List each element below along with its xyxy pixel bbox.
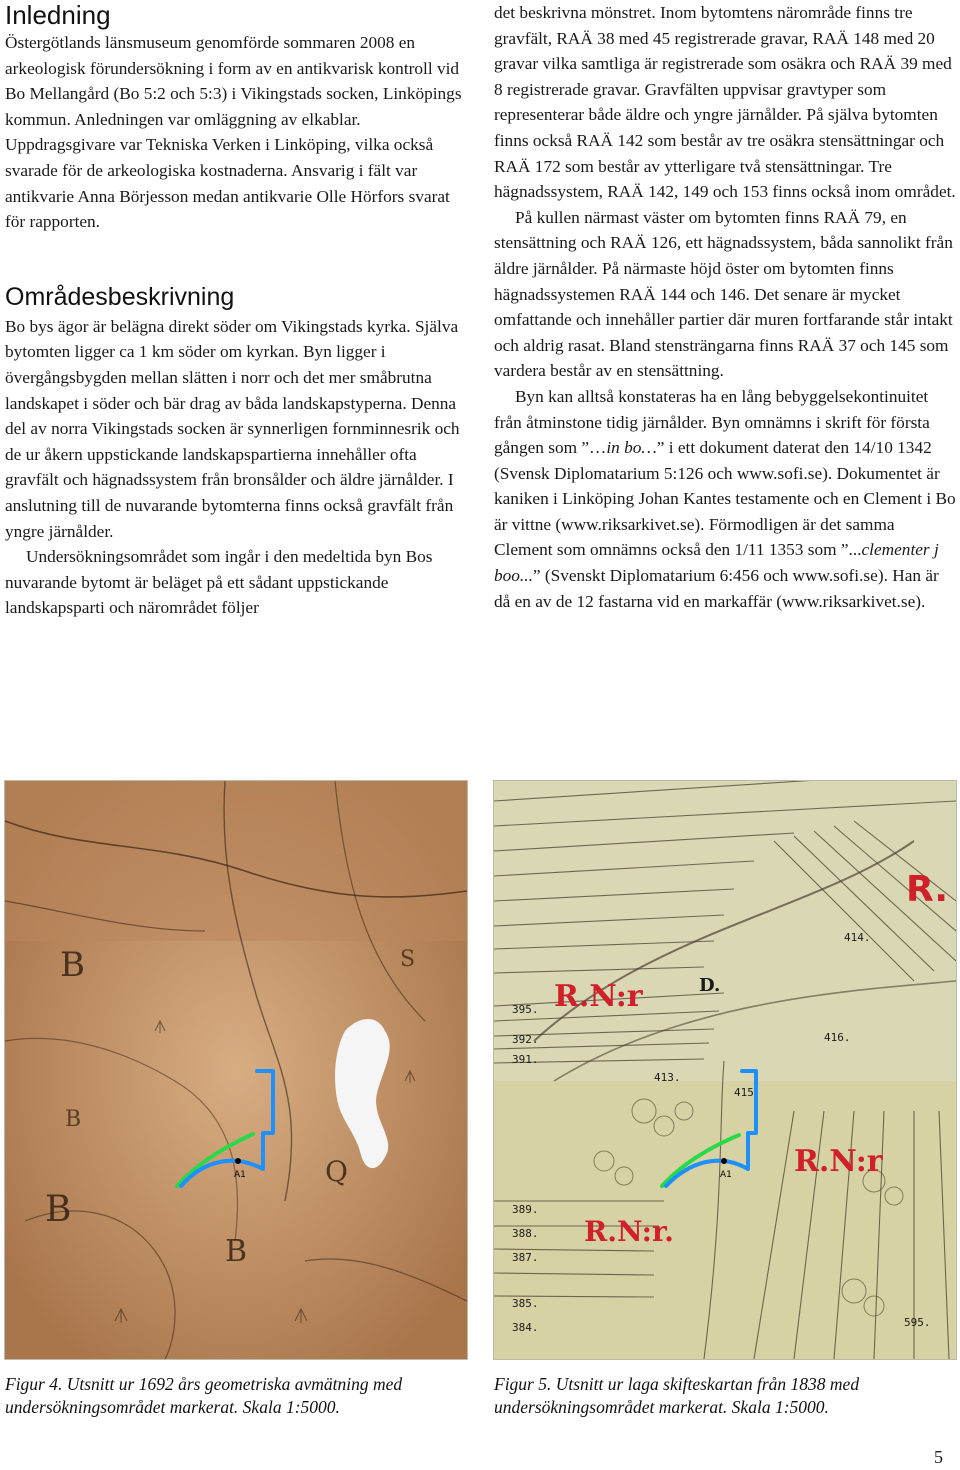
svg-text:B: B <box>225 1234 248 1269</box>
fig5-parcel-392: 392. <box>512 1033 539 1046</box>
heading-inledning: Inledning <box>5 0 111 30</box>
fig5-parcel-385: 385. <box>512 1297 539 1310</box>
fig5-parcel-414: 414. <box>844 931 871 944</box>
fig5-parcel-389: 389. <box>512 1203 539 1216</box>
fig5-parcel-388: 388. <box>512 1227 539 1240</box>
intro-paragraph: Östergötlands länsmuseum genomförde sommaren 2008 en arkeologisk förundersökning i form av en antikvarisk kontroll vid Bo Mellangård (Bo 5:2 och 5:3) i Vikingstads socken, Linköpings kommun. Anledningen var omläggning av elkablar. Uppdragsgivare var Tekniska Verken i Linköping, vilka också svarade för de arkeologiska kostnaderna. Ansvarig i fält var antikvarie Anna Börjesson medan antikvarie Olle Hörfors svarat för rapporten. <box>5 33 462 232</box>
fig5-label-d: D. <box>699 975 721 996</box>
right-paragraph-2: På kullen närmast väster om bytomten finns RAÄ 79, en stensättning och RAÄ 126, ett hägnadssystem, båda sannolikt från äldre järnålder. På närmaste höjd öster om bytomten finns hägnadssystemen RAÄ 144 och 146. Det senare är mycket omfattande och innehåller partier där muren fortfarande står intakt och aldrig rasat. Bland stensträngarna finns RAÄ 37 och 145 som vardera består av en stensättning. <box>494 207 953 381</box>
fig5-parcel-391: 391. <box>512 1053 539 1066</box>
paragraph-3-part-b: ” i ett dokument daterat den 14/10 1342 (Svensk Diplomatarium 5:126 och www.sofi.se). Dokumentet är kaniken i Linköping Johan Kantes testamente och en Clement i Bo är vittne (www.riksarkivet.se). Förmodligen är det samma Clement som omnämns också den 1/11 1353 som ”... <box>494 438 956 560</box>
fig5-label-rnr-right: R.N:r <box>794 1144 883 1179</box>
figure-5-map <box>493 780 957 1360</box>
fig5-parcel-384: 384. <box>512 1321 539 1334</box>
fig5-label-r-top: R. <box>906 869 949 910</box>
map-1838-image <box>494 781 956 1359</box>
area-paragraph-1: Bo bys ägor är belägna direkt söder om Vikingstads kyrka. Själva bytomten ligger ca 1 km söder om kyrkan. Byn ligger i övergångsbygden mellan slätten i norr och det mer småbrutna landskapet i söder och bär drag av båda landskapstyperna. Denna del av norra Vikingstads socken är synnerligen fornminnesrik och de ur åkern uppstickande landskapspartierna innehåller ofta gravfält och hägnadssystem från bronsålder och äldre järnålder. I anslutning till de nuvarande bytomterna finns också gravfält från yngre järnålder. <box>5 316 460 541</box>
paragraph-3-part-c: ” (Svenskt Diplomatarium 6:456 och www.sofi.se). Han är då en av de 12 fastarna vid en markaffär (www.riksarkivet.se). <box>494 566 939 611</box>
page-number: 5 <box>934 1447 943 1467</box>
figure-4-map <box>4 780 468 1360</box>
paragraph-3-part-a: Byn kan alltså konstateras ha en lång bebyggelsekontinuitet från åtminstone tidig järnålder. Byn omnämns i skrift för första gången som ”… <box>494 386 930 458</box>
fig5-parcel-416: 416. <box>824 1031 851 1044</box>
fig5-parcel-595: 595. <box>904 1316 931 1329</box>
left-column <box>5 0 465 621</box>
fig4-marker-label: A1 <box>234 1170 246 1180</box>
heading-omradesbeskrivning: Områdesbeskrivning <box>5 282 235 311</box>
figure-5-caption: Figur 5. Utsnitt ur laga skifteskartan från 1838 med undersökningsområdet markerat. Skala 1:5000. <box>494 1374 860 1417</box>
right-column <box>494 0 956 614</box>
map-1692-image <box>5 781 467 1359</box>
right-paragraph-1: det beskrivna mönstret. Inom bytomtens närområde finns tre gravfält, RAÄ 38 med 45 registrerade gravar, RAÄ 148 med 20 gravar vilka samtliga är registrerade som osäkra och RAÄ 39 med 8 registrerade gravar. Gravfälten uppvisar gravtyper som representerar både äldre och yngre järnålder. På själva bytomten finns också RAÄ 142 som består av tre osäkra stensättningar och RAÄ 172 som består av ytterligare två stensättningar. Tre hägnadssystem, RAÄ 142, 149 och 153 finns också inom området. <box>494 3 956 202</box>
fig5-label-rnr-lower: R.N:r. <box>584 1215 674 1248</box>
quote-in-bo: in bo… <box>606 438 657 458</box>
fig5-parcel-413: 413. <box>654 1071 681 1084</box>
fig5-parcel-387: 387. <box>512 1251 539 1264</box>
svg-text:B: B <box>45 1189 72 1230</box>
right-paragraph-3 <box>494 384 956 614</box>
quote-clementer: clementer j boo... <box>494 540 939 586</box>
figure-4-caption: Figur 4. Utsnitt ur 1692 års geometriska avmätning med undersökningsområdet markerat. Skala 1:5000. <box>5 1374 403 1417</box>
fig5-parcel-395: 395. <box>512 1003 539 1016</box>
fig5-label-rnr-upper: R.N:r <box>554 979 643 1014</box>
svg-text:Q: Q <box>325 1155 348 1188</box>
svg-text:B: B <box>65 1107 82 1132</box>
fig5-marker-label: A1 <box>720 1170 732 1180</box>
svg-text:S: S <box>400 947 416 972</box>
svg-text:B: B <box>60 945 85 985</box>
area-paragraph-2: Undersökningsområdet som ingår i den medeltida byn Bos nuvarande bytomt är beläget på ett sådant uppstickande landskapsparti och närområdet följer <box>5 547 433 618</box>
fig5-parcel-415: 415. <box>734 1086 761 1099</box>
